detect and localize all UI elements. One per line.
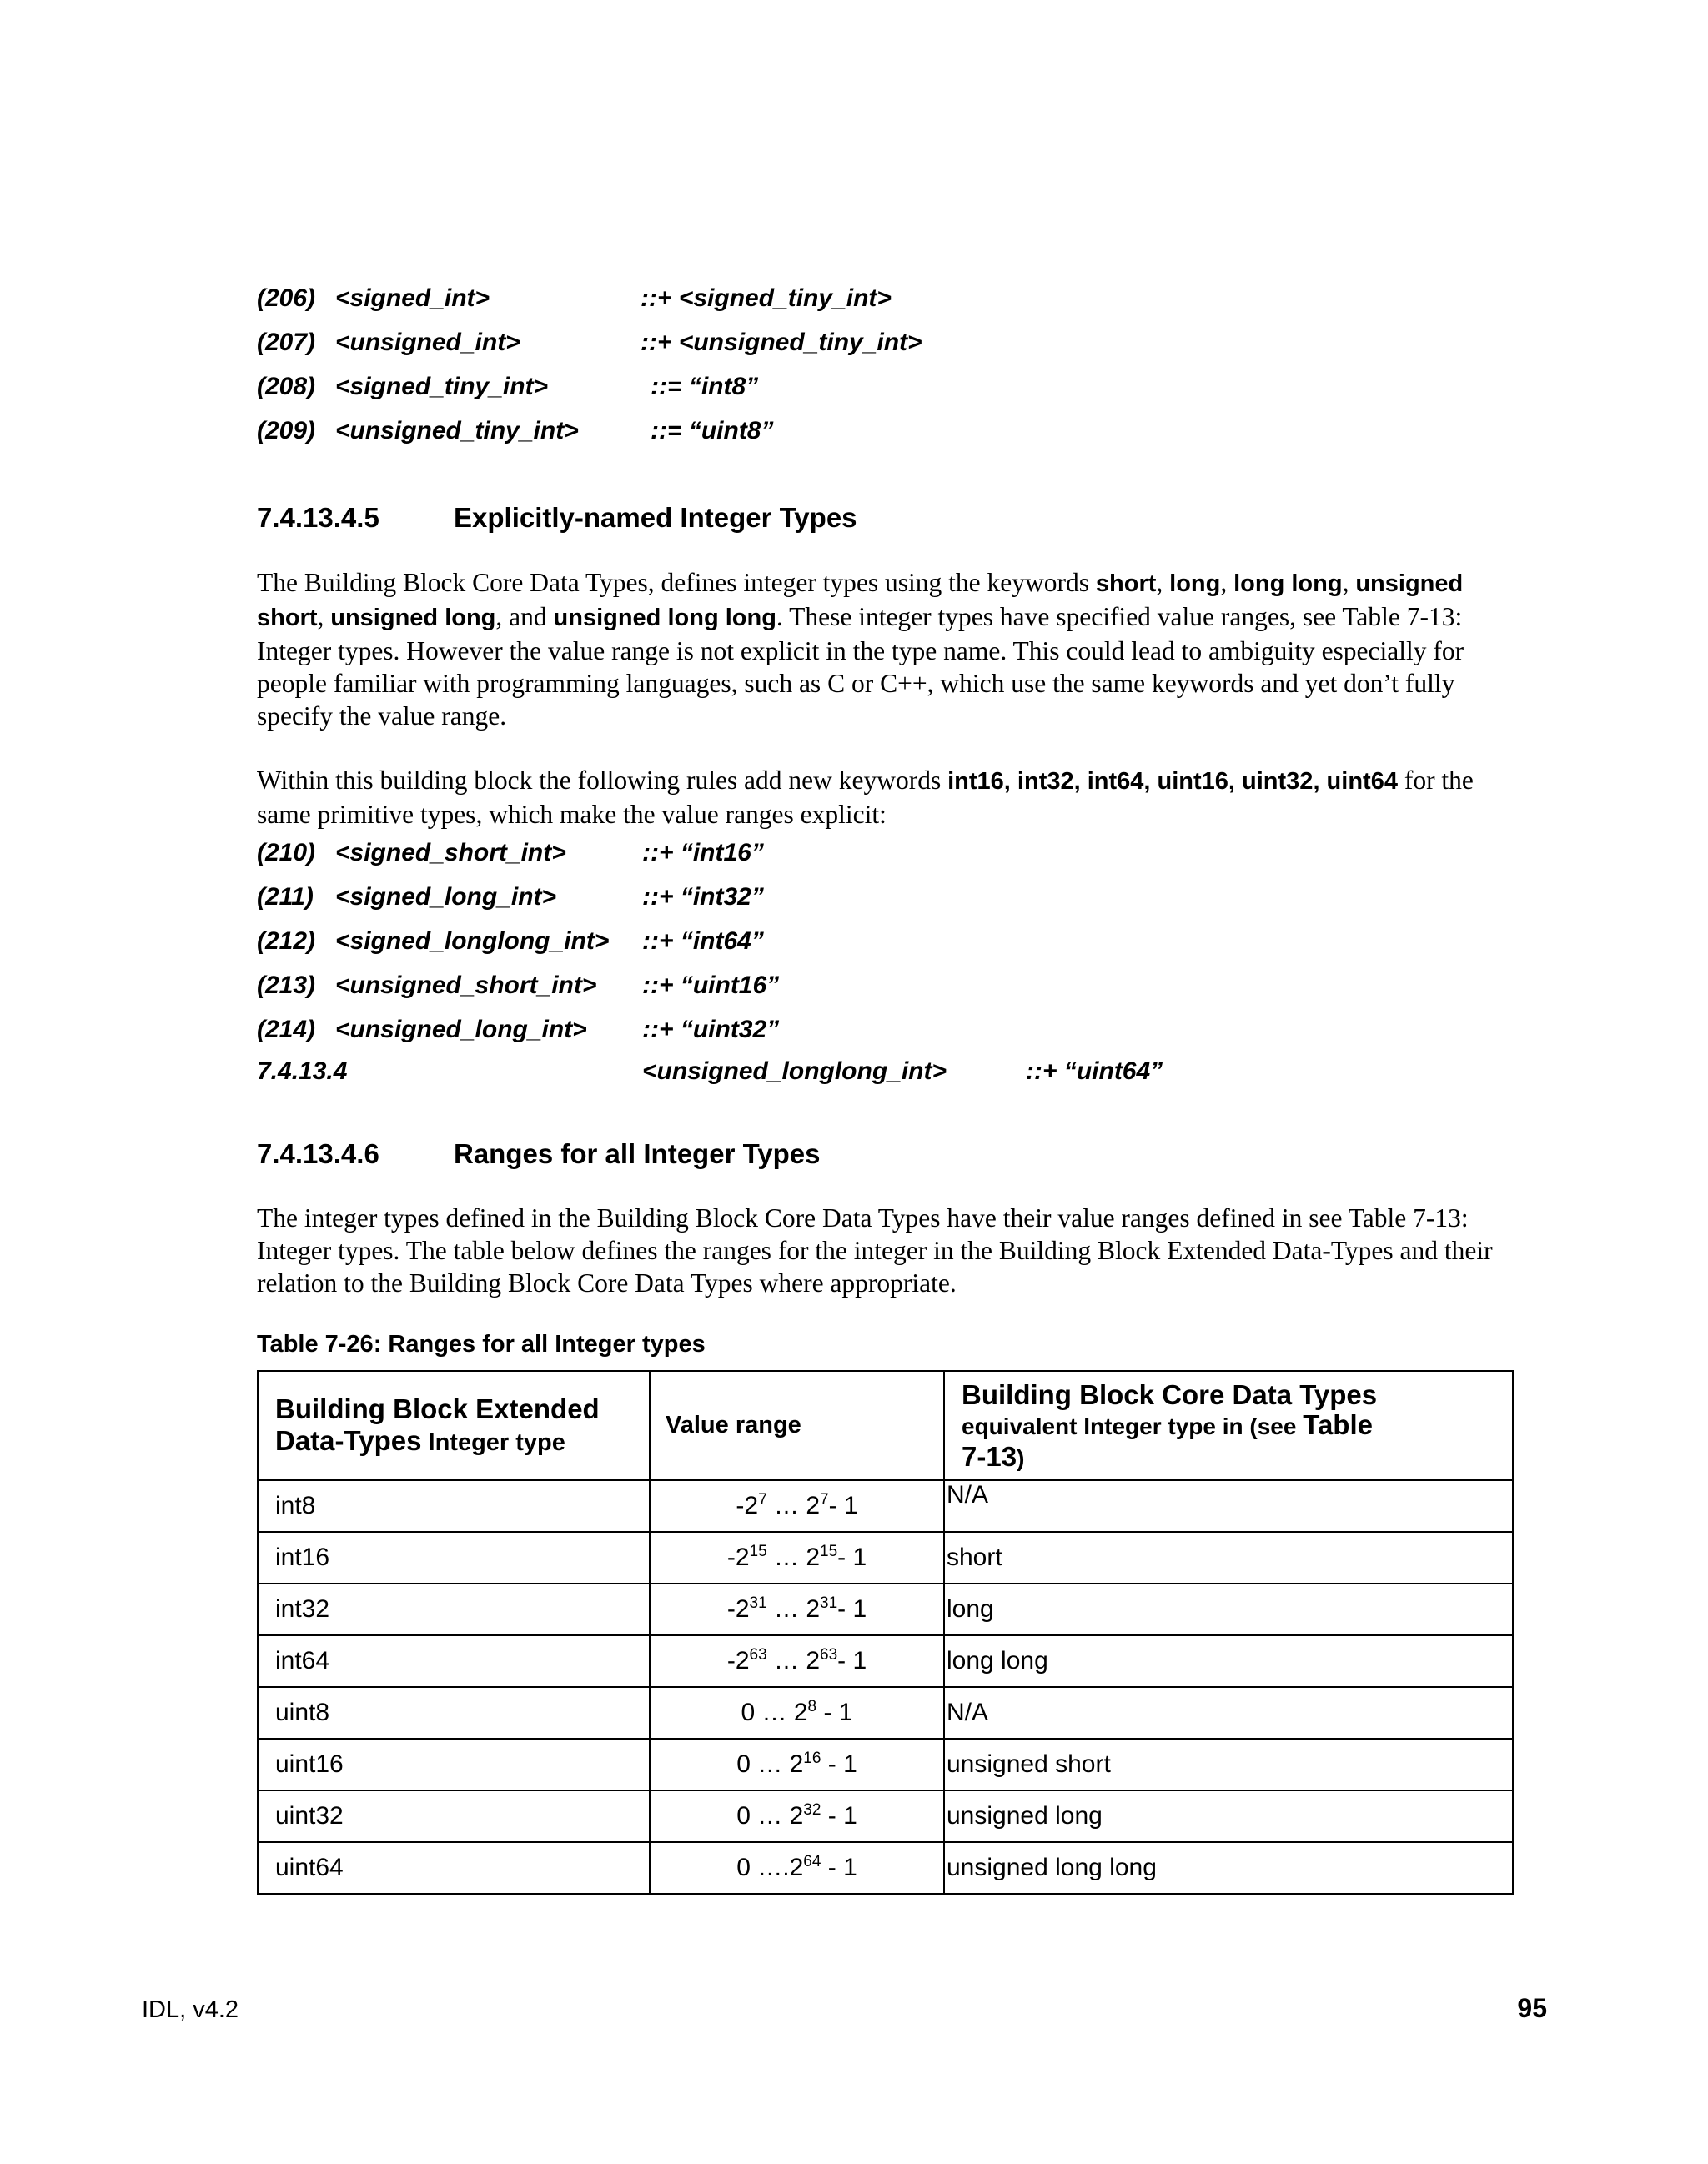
- cell-range: [650, 1532, 944, 1584]
- footer-document-id: IDL, v4.2: [142, 1996, 239, 2023]
- cell-core-type: unsigned long: [944, 1790, 1513, 1842]
- grammar-rule: [257, 1011, 1591, 1055]
- range-text: - 1: [837, 1647, 867, 1674]
- rule-number: (207): [257, 329, 316, 356]
- text-line: [257, 566, 1591, 600]
- rule-number: (212): [257, 927, 316, 955]
- table-caption: Table 7-26: Ranges for all Integer types: [257, 1331, 706, 1358]
- cell-range: [650, 1687, 944, 1739]
- range-text: -2: [736, 1492, 759, 1519]
- cell-range: [650, 1790, 944, 1842]
- section-number: 7.4.13.4.6: [257, 1138, 379, 1169]
- rule-rhs: ::+ “int64”: [642, 927, 764, 955]
- paragraph-explicit-types: [257, 566, 1591, 732]
- table-row: [258, 1532, 1513, 1584]
- grammar-rule-last: [257, 1057, 1591, 1099]
- rule-lhs: <signed_longlong_int>: [335, 927, 610, 955]
- grammar-rules-mid: [257, 834, 1591, 1055]
- range-exponent: 15: [749, 1543, 767, 1560]
- range-text: - 1: [828, 1492, 858, 1519]
- header-text: Building Block Extended: [275, 1393, 600, 1424]
- table-row: [258, 1635, 1513, 1687]
- rule-number: (209): [257, 417, 316, 444]
- table-row: [258, 1687, 1513, 1739]
- rule-number: (206): [257, 284, 316, 312]
- grammar-rule: [257, 878, 1591, 922]
- rule-number: (210): [257, 839, 316, 866]
- range-exponent: 31: [749, 1594, 767, 1612]
- range-text: - 1: [837, 1544, 867, 1571]
- header-text: Integer type: [421, 1428, 565, 1456]
- range-exponent: 64: [803, 1853, 821, 1870]
- header-text: Table: [1303, 1409, 1373, 1440]
- rule-lhs: <unsigned_int>: [335, 329, 520, 356]
- range-text: … 2: [766, 1595, 821, 1623]
- range-text: - 1: [837, 1595, 867, 1623]
- range-exponent: 15: [820, 1543, 838, 1560]
- keyword: unsigned long: [330, 605, 496, 631]
- cell-core-type: unsigned long long: [944, 1842, 1513, 1894]
- text-run: ,: [1342, 568, 1356, 597]
- range-text: … 2: [766, 1647, 821, 1674]
- table-row: [258, 1790, 1513, 1842]
- rule-lhs: <signed_int>: [335, 284, 490, 312]
- column-header-extended-type: [258, 1371, 650, 1480]
- rule-number: (213): [257, 972, 316, 999]
- rule-lhs: <signed_short_int>: [335, 839, 566, 866]
- keyword: short: [1095, 570, 1157, 597]
- cell-type: uint64: [258, 1842, 650, 1894]
- table-row: [258, 1480, 1513, 1532]
- keyword: long: [1169, 570, 1221, 597]
- text-run: Within this building block the following rules add new keywords: [257, 766, 948, 795]
- range-exponent: 7: [820, 1491, 829, 1509]
- range-exponent: 63: [749, 1646, 767, 1664]
- range-text: -2: [726, 1595, 750, 1623]
- range-text: - 1: [816, 1699, 853, 1726]
- rule-rhs: ::= “int8”: [651, 373, 759, 400]
- paragraph-new-keywords: [257, 764, 1591, 831]
- rule-rhs: ::+ “uint64”: [1026, 1057, 1163, 1085]
- text-line: relation to the Building Block Core Data Types where appropriate.: [257, 1268, 957, 1298]
- text-run: . These integer types have specified value ranges, see Table 7-13:: [776, 602, 1463, 631]
- rule-rhs: ::= “uint8”: [651, 417, 774, 444]
- range-exponent: 31: [820, 1594, 838, 1612]
- grammar-rule: [257, 412, 1591, 456]
- rule-number: (211): [257, 883, 314, 911]
- cell-type: int8: [258, 1480, 650, 1532]
- section-number: 7.4.13.4.5: [257, 502, 379, 533]
- grammar-rule: [257, 967, 1591, 1011]
- rule-rhs: ::+ <unsigned_tiny_int>: [640, 329, 922, 356]
- text-line: [257, 764, 1591, 798]
- integer-ranges-table: [257, 1370, 1514, 1895]
- rule-lhs: <signed_long_int>: [335, 883, 557, 911]
- text-line: Integer types. However the value range is not explicit in the type name. This could lead to ambiguity especially for: [257, 636, 1464, 665]
- range-text: -2: [726, 1647, 750, 1674]
- header-text: ): [1017, 1445, 1025, 1471]
- range-text: - 1: [821, 1802, 857, 1830]
- range-exponent: 32: [803, 1801, 821, 1819]
- cell-type: int64: [258, 1635, 650, 1687]
- text-run: , and: [495, 602, 554, 631]
- column-header-value-range: Value range: [650, 1371, 944, 1480]
- header-text: Building Block Core Data Types: [962, 1379, 1378, 1410]
- rule-number: (214): [257, 1016, 316, 1043]
- grammar-rule: [257, 279, 1591, 324]
- range-exponent: 63: [820, 1646, 838, 1664]
- rule-rhs: ::+ “int16”: [642, 839, 764, 866]
- rule-number: (208): [257, 373, 316, 400]
- range-text: 0 … 2: [736, 1802, 804, 1830]
- keyword: unsigned long long: [553, 605, 776, 631]
- text-run: ,: [317, 602, 331, 631]
- cell-type: uint32: [258, 1790, 650, 1842]
- table-row: [258, 1739, 1513, 1790]
- text-line: same primitive types, which make the value ranges explicit:: [257, 800, 887, 829]
- cell-core-type: short: [944, 1532, 1513, 1584]
- rule-lhs: <unsigned_tiny_int>: [335, 417, 579, 444]
- text-line: people familiar with programming languages, such as C or C++, which use the same keywords and yet don’t fully: [257, 669, 1455, 698]
- cell-range: [650, 1842, 944, 1894]
- cell-core-type: unsigned short: [944, 1739, 1513, 1790]
- cell-range: [650, 1739, 944, 1790]
- cell-core-type: long long: [944, 1635, 1513, 1687]
- rule-rhs: ::+ “uint16”: [642, 972, 780, 999]
- text-line: Integer types. The table below defines the ranges for the integer in the Building Block Extended Data-Types and their: [257, 1236, 1493, 1265]
- table-header-row: [258, 1371, 1513, 1480]
- header-text: Data-Types: [275, 1424, 422, 1456]
- text-run: for the: [1397, 766, 1474, 795]
- range-text: - 1: [821, 1750, 857, 1778]
- cell-range: [650, 1584, 944, 1635]
- rule-lhs: <signed_tiny_int>: [335, 373, 549, 400]
- range-text: - 1: [821, 1854, 857, 1881]
- keyword: short: [257, 605, 318, 631]
- rule-lhs: <unsigned_short_int>: [335, 972, 597, 999]
- column-header-core-type: [944, 1371, 1513, 1480]
- grammar-rule: [257, 368, 1591, 412]
- range-exponent: 7: [758, 1491, 767, 1509]
- grammar-rule: [257, 834, 1591, 878]
- cell-type: int16: [258, 1532, 650, 1584]
- text-run: The Building Block Core Data Types, defines integer types using the keywords: [257, 568, 1096, 597]
- header-text: 7-13: [962, 1441, 1017, 1472]
- range-text: 0 … 2: [736, 1750, 804, 1778]
- text-run: ,: [1156, 568, 1170, 597]
- footer-page-number: 95: [1517, 1993, 1547, 2023]
- range-text: 0 ….2: [736, 1854, 804, 1881]
- rule-lhs: <unsigned_longlong_int>: [642, 1057, 947, 1085]
- cell-type: int32: [258, 1584, 650, 1635]
- text-line: [257, 600, 1591, 635]
- text-run: ,: [1220, 568, 1234, 597]
- section-title: Ranges for all Integer Types: [454, 1138, 821, 1169]
- rule-rhs: ::+ <signed_tiny_int>: [640, 284, 892, 312]
- range-text: … 2: [766, 1492, 821, 1519]
- cell-type: uint8: [258, 1687, 650, 1739]
- range-text: … 2: [766, 1544, 821, 1571]
- cell-core-type: long: [944, 1584, 1513, 1635]
- cell-core-type: N/A: [944, 1480, 1513, 1532]
- grammar-rule: [257, 324, 1591, 368]
- table-row: [258, 1842, 1513, 1894]
- grammar-rules-top: [257, 279, 1591, 456]
- cell-core-type: N/A: [944, 1687, 1513, 1739]
- section-title: Explicitly-named Integer Types: [454, 502, 857, 533]
- range-exponent: 16: [803, 1750, 821, 1767]
- text-line: The integer types defined in the Building Block Core Data Types have their value ranges defined in see Table 7-13:: [257, 1203, 1469, 1233]
- range-text: -2: [726, 1544, 750, 1571]
- range-exponent: 8: [807, 1698, 817, 1715]
- rule-rhs: ::+ “uint32”: [642, 1016, 780, 1043]
- range-text: 0 … 2: [741, 1699, 808, 1726]
- cell-range: [650, 1635, 944, 1687]
- rule-rhs: ::+ “int32”: [642, 883, 764, 911]
- cell-range: [650, 1480, 944, 1532]
- paragraph-ranges: [257, 1202, 1591, 1299]
- text-line: specify the value range.: [257, 701, 507, 731]
- header-text: equivalent Integer type in (see: [962, 1413, 1304, 1439]
- keyword: int16, int32, int64, uint16, uint32, uint64: [947, 768, 1398, 795]
- keyword: long long: [1233, 570, 1343, 597]
- cell-type: uint16: [258, 1739, 650, 1790]
- rule-number: 7.4.13.4: [257, 1057, 348, 1085]
- table-row: [258, 1584, 1513, 1635]
- grammar-rule: [257, 922, 1591, 967]
- keyword: unsigned: [1355, 570, 1464, 597]
- rule-lhs: <unsigned_long_int>: [335, 1016, 587, 1043]
